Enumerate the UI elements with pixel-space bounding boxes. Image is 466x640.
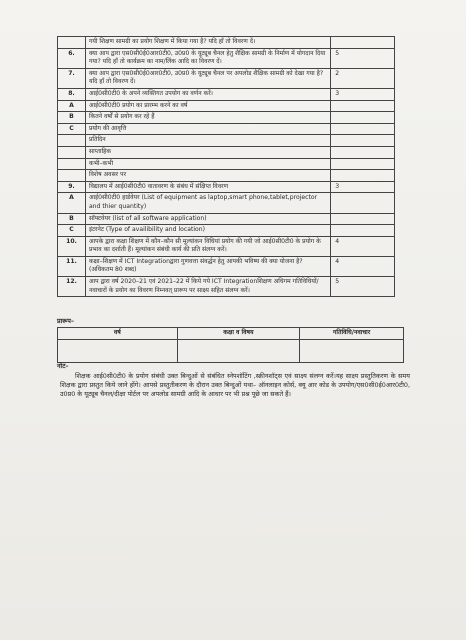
row-number: A <box>58 100 86 112</box>
row-number: C <box>58 123 86 135</box>
row-question: आई0सी0टी0 के अपने व्यक्तिगत उपयोग का वर्णन करें। <box>85 88 330 100</box>
table-row <box>58 181 395 193</box>
table-row <box>58 48 395 68</box>
row-marks <box>331 37 395 49</box>
format-cell <box>58 339 178 362</box>
table-row <box>58 277 395 297</box>
row-number: 7. <box>58 68 86 88</box>
row-question: कितने वर्षों से प्रयोग कर रहे हैं <box>85 112 330 124</box>
row-number: 11. <box>58 256 86 276</box>
table-row <box>58 213 395 225</box>
row-marks: 4 <box>331 256 395 276</box>
row-number: 10. <box>58 236 86 256</box>
format-label: प्रारूप– <box>57 317 75 325</box>
row-question: आई0सी0टी0 प्रयोग का प्रारम्भ करने का वर्ष <box>85 100 330 112</box>
row-marks: 2 <box>331 68 395 88</box>
format-header-class-subject: कक्षा व विषय <box>177 328 300 340</box>
row-marks: 5 <box>331 277 395 297</box>
row-marks <box>331 123 395 135</box>
row-marks <box>331 193 395 213</box>
row-marks: 5 <box>331 48 395 68</box>
note-text: शिक्षक आई0सी0टी0 के प्रयोग संबंधी उक्त बिन्दुओं से संबंधित स्नेपशॉटिंग ,स्क्रीनशॉट्स एवं साक्ष्य संलग्न करें।यह साक्ष्य प्रस्तुतिकरण के समय शिक्षक द्वारा प्रस्तुत किये जाने होंगे। आपसे प्रस्तुतीकरण के दौरान उक्त बिन्दुओं यथा– ऑनलाइन कोर्स, क्यू आर कोड के उपयोग/एस0सी0ई0आर0टी0, उ0प्र0 के यूट्यूब चैनल/दीक्षा पोर्टल पर अपलोड सामग्री आदि के आधार पर भी प्रश्न पूछे जा सकते हैं। <box>60 372 410 398</box>
table-row <box>58 112 395 124</box>
row-marks <box>331 146 395 158</box>
row-question: आई0सी0टी0 हार्डवेयर (List of equipment as laptop,smart phone,tablet,projector and thier quantity) <box>85 193 330 213</box>
row-number: 9. <box>58 181 86 193</box>
row-question: क्या आप द्वारा एस0सी0ई0आर0टी0, उ0प्र0 के यूट्यूब चैनल पर अपलोड शैक्षिक सामग्री को देखा गया है? यदि हाँ तो विवरण दें। <box>85 68 330 88</box>
row-marks <box>331 135 395 147</box>
row-question: साप्ताहिक <box>85 146 330 158</box>
row-question: विशेष अवसर पर <box>85 170 330 182</box>
row-marks <box>331 112 395 124</box>
table-row <box>58 100 395 112</box>
table-row <box>58 37 395 49</box>
row-number <box>58 37 86 49</box>
table-row <box>58 170 395 182</box>
row-question: आपके द्वारा कक्षा शिक्षण में कौन–कौन सी मूल्यांकन विधियां प्रयोग की गयी जो आई0सी0टी0 के प्रयोग के प्रभाव का दर्शाती हैं। मूल्यांकन संबंधी कार्य की प्रति संलग्न करें। <box>85 236 330 256</box>
row-marks: 4 <box>331 236 395 256</box>
row-marks <box>331 170 395 182</box>
row-marks <box>331 100 395 112</box>
table-row <box>58 123 395 135</box>
row-number: 8. <box>58 88 86 100</box>
table-row <box>58 158 395 170</box>
row-marks <box>331 158 395 170</box>
format-cell <box>300 339 404 362</box>
format-header-activity: गतिविधि/नवाचार <box>300 328 404 340</box>
row-question: प्रयोग की आवृत्ति <box>85 123 330 135</box>
row-number: 12. <box>58 277 86 297</box>
table-row <box>58 193 395 213</box>
note-label: नोट– <box>57 362 69 370</box>
format-empty-row <box>58 339 404 362</box>
row-question: आप द्वारा वर्ष 2020–21 एवं 2021–22 में किये गये ICT Integrationशिक्षण अधिगम गतिविधियों/नवाचारों के प्रयोग का विवरण निम्नवत् प्रारूप पर साक्ष्य सहित संलग्न करें। <box>85 277 330 297</box>
row-number <box>58 158 86 170</box>
format-header-year: वर्ष <box>58 328 178 340</box>
row-number <box>58 135 86 147</box>
row-marks <box>331 213 395 225</box>
row-number: A <box>58 193 86 213</box>
row-marks <box>331 225 395 237</box>
row-number: B <box>58 112 86 124</box>
row-question: गयी शिक्षण सामग्री का प्रयोग शिक्षण में किया गया है? यदि हाँ तो विवरण दें। <box>85 37 330 49</box>
row-question: क्या आप द्वारा एस0सी0ई0आर0टी0, उ0प्र0 के यूट्यूब चैनल हेतु शैक्षिक सामग्री के निर्माण में योगदान दिया गया? यदि हाँ तो कार्यक्रम का नाम/लिंक आदि का विवरण दें। <box>85 48 330 68</box>
row-marks: 3 <box>331 88 395 100</box>
row-number: B <box>58 213 86 225</box>
row-marks: 3 <box>331 181 395 193</box>
row-number: C <box>58 225 86 237</box>
table-row <box>58 88 395 100</box>
table-row <box>58 225 395 237</box>
table-row <box>58 236 395 256</box>
row-question: कभी–कभी <box>85 158 330 170</box>
row-question: इंटरनेट (Type of availibility and location) <box>85 225 330 237</box>
format-table <box>57 327 404 363</box>
row-question: प्रतिदिन <box>85 135 330 147</box>
table-row <box>58 135 395 147</box>
row-question: कक्षा–शिक्षण में ICT Integrationद्वारा गुणवत्ता संवर्द्धन हेतु आपकी भविष्य की क्या योजना है? (अधिकतम 80 शब्द) <box>85 256 330 276</box>
row-question: विद्यालय में आई0सी0टी0 वातावरण के संबंध में संक्षिप्त विवरण <box>85 181 330 193</box>
row-number <box>58 170 86 182</box>
row-question: सॉफ्टवेयर (list of all software application) <box>85 213 330 225</box>
table-row <box>58 146 395 158</box>
row-number: 6. <box>58 48 86 68</box>
evaluation-table-body <box>58 37 395 297</box>
table-row <box>58 256 395 276</box>
format-header-row <box>58 328 404 340</box>
table-row <box>58 68 395 88</box>
evaluation-table <box>57 36 395 297</box>
format-cell <box>177 339 300 362</box>
row-number <box>58 146 86 158</box>
